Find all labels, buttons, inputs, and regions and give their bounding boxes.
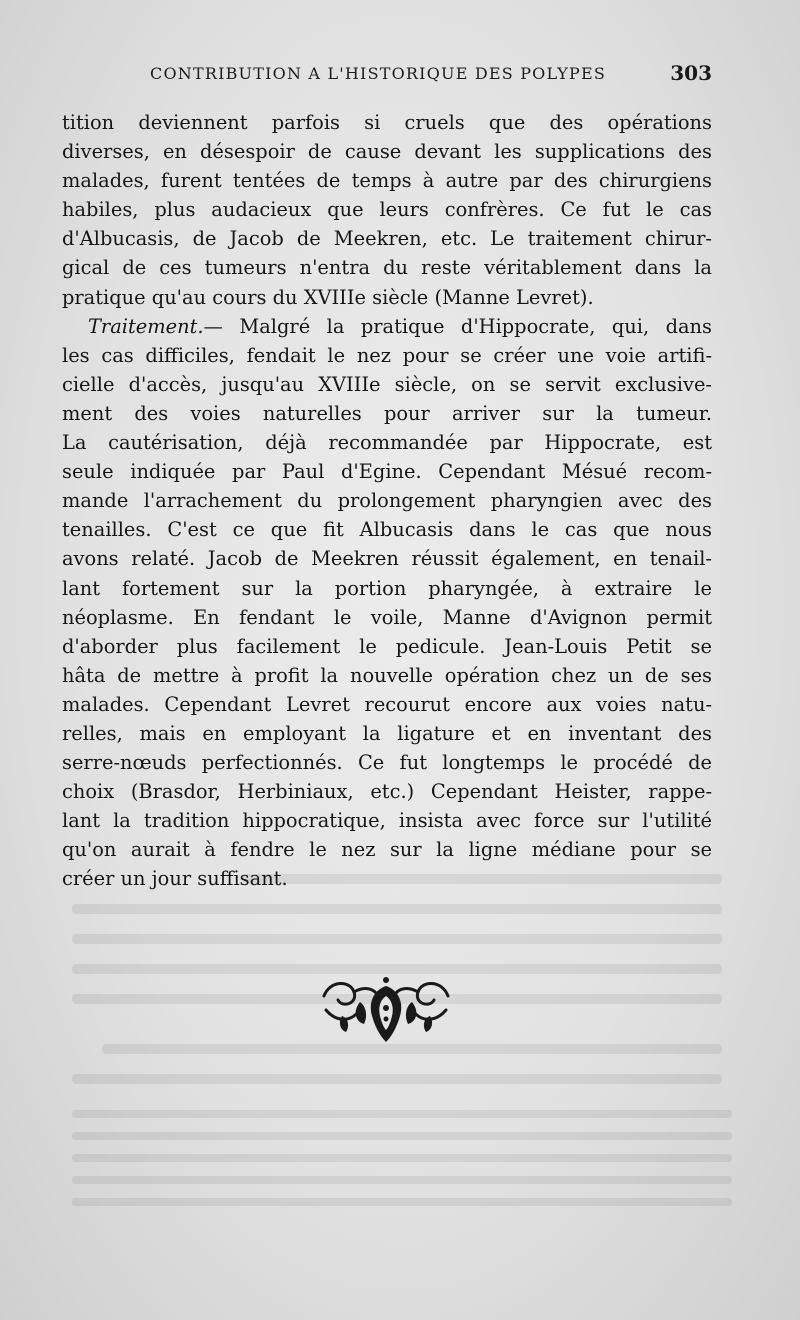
text-line: qu'on aurait à fendre le nez sur la ligne médiane pour se: [62, 838, 712, 862]
text-span: — Malgré la pratique d'Hippocrate, qui, dans: [203, 314, 712, 338]
text-line: d'aborder plus facilement le pedicule. Jean-Louis Petit se: [62, 634, 712, 658]
text-line: ment des voies naturelles pour arriver sur la tumeur.: [62, 401, 712, 425]
page-header: [62, 60, 712, 90]
text-line: malades. Cependant Levret recourut encore aux voies natu-: [62, 692, 712, 716]
text-line: relles, mais en employant la ligature et en inventant des: [62, 721, 712, 745]
text-line: créer un jour suffisant.: [62, 867, 288, 891]
text-line: mande l'arrachement du prolongement pharyngien avec des: [62, 489, 712, 513]
text-line: d'Albucasis, de Jacob de Meekren, etc. Le traitement chirur-: [62, 227, 712, 251]
text-line: choix (Brasdor, Herbiniaux, etc.) Cependant Heister, rappe-: [62, 780, 712, 804]
text-line: seule indiquée par Paul d'Egine. Cependant Mésué recom-: [62, 460, 712, 484]
text-line: diverses, en désespoir de cause devant les supplications des: [62, 140, 712, 164]
text-line: lant la tradition hippocratique, insista avec force sur l'utilité: [62, 809, 712, 833]
text-line: hâta de mettre à profit la nouvelle opération chez un de ses: [62, 663, 712, 687]
text-line: gical de ces tumeurs n'entra du reste véritablement dans la: [62, 256, 712, 280]
paragraph-first-line: [62, 312, 712, 341]
text-line: malades, furent tentées de temps à autre par des chirurgiens: [62, 169, 712, 193]
show-through-texture: [62, 860, 742, 1260]
running-title: CONTRIBUTION A L'HISTORIQUE DES POLYPES: [150, 64, 607, 83]
text-line: La cautérisation, déjà recommandée par Hippocrate, est: [62, 431, 712, 455]
text-line: pratique qu'au cours du XVIIIe siècle (Manne Levret).: [62, 285, 594, 309]
text-line: tition deviennent parfois si cruels que des opérations: [62, 111, 712, 134]
text-line: serre-nœuds perfectionnés. Ce fut longtemps le procédé de: [62, 751, 712, 775]
text-line: tenailles. C'est ce que fit Albucasis dans le cas que nous: [62, 518, 712, 542]
text-line: lant fortement sur la portion pharyngée, à extraire le: [62, 576, 712, 600]
text-line: les cas difficiles, fendait le nez pour se créer une voie artifi-: [62, 343, 712, 367]
text-line: avons relaté. Jacob de Meekren réussit également, en tenail-: [62, 547, 712, 571]
text-line: habiles, plus audacieux que leurs confrères. Ce fut le cas: [62, 198, 712, 222]
page-number: 303: [670, 61, 712, 85]
text-line: cielle d'accès, jusqu'au XVIIIe siècle, on se servit exclusive-: [62, 372, 712, 396]
section-heading: Traitement.: [88, 314, 204, 338]
floral-ornament-icon: [316, 972, 456, 1044]
text-line: néoplasme. En fendant le voile, Manne d'Avignon permit: [62, 605, 712, 629]
body-text: [62, 108, 712, 894]
